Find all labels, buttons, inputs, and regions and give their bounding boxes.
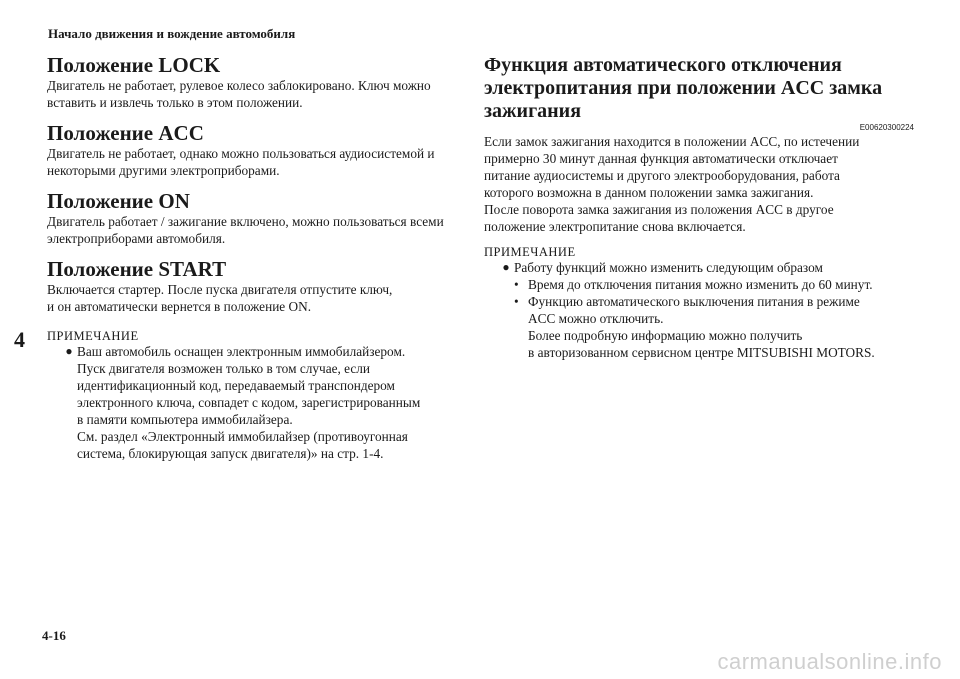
- section-title-start: Положение START: [47, 257, 227, 281]
- section-text-acc: Двигатель не работает, однако можно пользоваться аудиосистемой и некоторыми другими электроприборами.: [47, 146, 435, 178]
- text-line: которого возможна в данном положении замка зажигания.: [484, 185, 814, 200]
- note-line: См. раздел «Электронный иммобилайзер (противоугонная: [77, 429, 408, 444]
- section-text-start-line: и он автоматически вернется в положение ON.: [47, 299, 312, 314]
- watermark: carmanualsonline.info: [717, 649, 942, 674]
- note-line: электронного ключа, совпадет с кодом, зарегистрированным: [77, 395, 421, 410]
- section-title-lock: Положение LOCK: [47, 53, 221, 77]
- note-bullet-row: [484, 259, 914, 276]
- section-acc: [47, 122, 467, 179]
- bullet-icon: ●: [502, 260, 510, 274]
- sub-bullet-icon: •: [514, 277, 519, 292]
- note-line: Ваш автомобиль оснащен электронным иммобилайзером.: [77, 344, 406, 359]
- left-column: [47, 54, 467, 462]
- text-line: После поворота замка зажигания из положения ACC в другое: [484, 202, 834, 217]
- text-line: питание аудиосистемы и другого электрооборудования, работа: [484, 168, 840, 183]
- note-right: [484, 245, 914, 361]
- section-text-auto-off: [484, 133, 914, 235]
- note-line: в памяти компьютера иммобилайзера.: [77, 412, 293, 427]
- title-line: зажигания: [484, 100, 582, 122]
- sub-item-text: Время до отключения питания можно изменить до 60 минут.: [528, 277, 873, 292]
- note-text: [77, 343, 420, 462]
- section-text-start-line: Включается стартер. После пуска двигателя отпустите ключ,: [47, 282, 393, 297]
- sub-item-continuation: в авторизованном сервисном центре MITSUBISHI MOTORS.: [528, 345, 875, 360]
- sub-item-continuation: Более подробную информацию можно получить: [528, 328, 803, 343]
- bullet-icon: ●: [65, 344, 73, 358]
- note-text: Работу функций можно изменить следующим образом: [514, 260, 823, 275]
- note-left: [47, 329, 467, 462]
- section-on: [47, 190, 467, 247]
- text-line: Если замок зажигания находится в положении ACC, по истечении: [484, 134, 860, 149]
- title-line: Функция автоматического отключения: [484, 54, 842, 76]
- section-lock: [47, 54, 467, 111]
- section-title-auto-off: [484, 54, 914, 123]
- section-text-on: Двигатель работает / зажигание включено, можно пользоваться всеми электроприборами автомобиля.: [47, 214, 444, 246]
- note-sub-item: [484, 293, 914, 310]
- running-head: Начало движения и вождение автомобиля: [48, 26, 296, 41]
- text-line: примерно 30 минут данная функция автоматически отключает: [484, 151, 838, 166]
- document-code: E00620300224: [859, 123, 914, 132]
- note-line: Пуск двигателя возможен только в том случае, если: [77, 361, 371, 376]
- section-title-on: Положение ON: [47, 189, 190, 213]
- sub-item-continuation: ACC можно отключить.: [528, 311, 664, 326]
- right-column: [484, 54, 914, 361]
- note-sub-item: [484, 276, 914, 293]
- sub-bullet-icon: •: [514, 294, 519, 309]
- section-start: [47, 258, 467, 315]
- sub-item-text: Функцию автоматического выключения питания в режиме: [528, 294, 860, 309]
- note-bullet-row: [47, 343, 467, 462]
- note-title: ПРИМЕЧАНИЕ: [47, 329, 139, 343]
- note-title: ПРИМЕЧАНИЕ: [484, 245, 576, 259]
- note-line: система, блокирующая запуск двигателя)» на стр. 1-4.: [77, 446, 384, 461]
- page-number: 4-16: [42, 628, 66, 643]
- title-line: электропитания при положении ACC замка: [484, 77, 883, 99]
- section-title-acc: Положение ACC: [47, 121, 204, 145]
- text-line: положение электропитание снова включается.: [484, 219, 746, 234]
- chapter-tab: 4: [14, 327, 25, 352]
- note-line: идентификационный код, передаваемый транспондером: [77, 378, 395, 393]
- section-text-lock: Двигатель не работает, рулевое колесо заблокировано. Ключ можно вставить и извлечь только в этом положении.: [47, 78, 431, 110]
